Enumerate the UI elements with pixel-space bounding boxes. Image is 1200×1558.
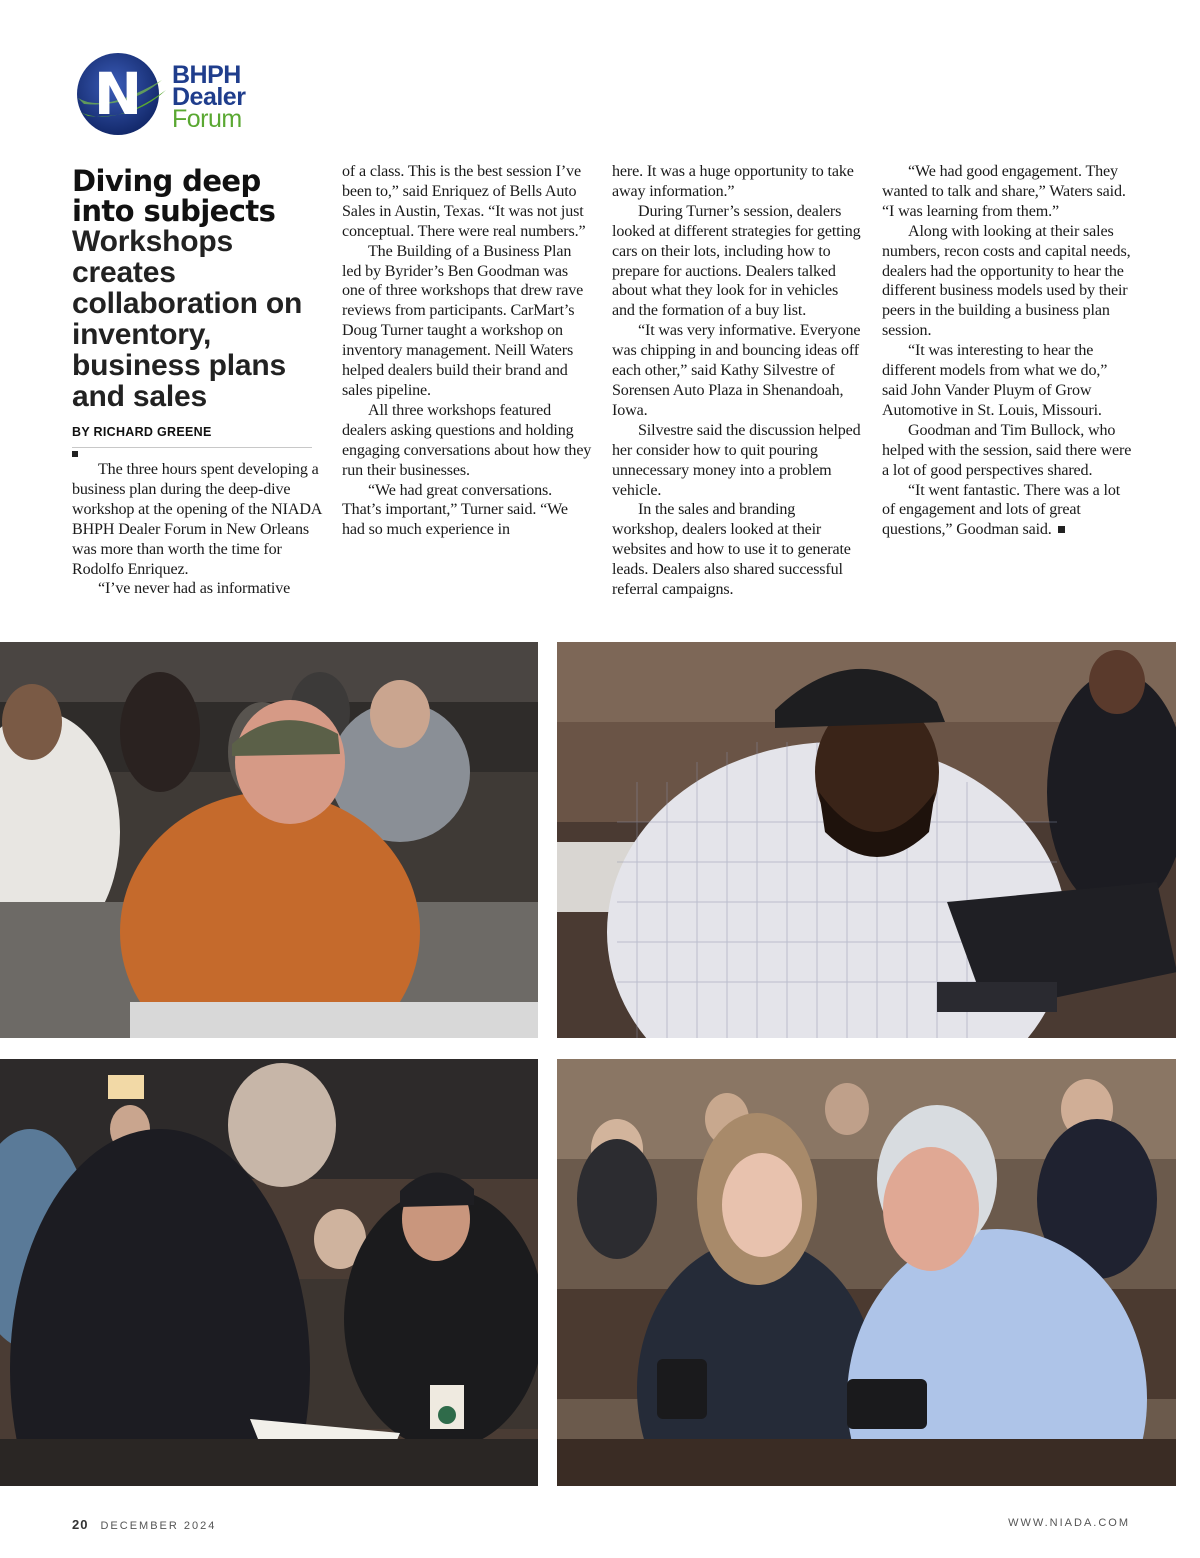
paragraph: Silvestre said the discussion helped her consider how to quit pouring unnecessary money into a problem vehicle.: [612, 421, 861, 499]
page-footer-left: [72, 1517, 216, 1532]
article-column-4: [882, 162, 1132, 540]
paragraph: “We had good engagement. They wanted to talk and share,” Waters said. “I was learning from them.”: [882, 163, 1126, 220]
paragraph: During Turner’s session, dealers looked at different strategies for getting cars on their lots, including how to prepare for auctions. Dealers talked about what they look for in vehicles and the formation of a buy list.: [612, 202, 861, 320]
section-marker-icon: [72, 451, 78, 457]
photo-workshop-phone-review: [557, 1059, 1176, 1486]
svg-text:N: N: [93, 60, 143, 128]
paragraph: Along with looking at their sales numbers, recon costs and capital needs, dealers had the opportunity to hear the different business models used by their peers in the building a business plan session.: [882, 222, 1131, 340]
paragraph: All three workshops featured dealers asking questions and holding engaging conversations about how they run their businesses.: [342, 401, 592, 479]
paragraph: here. It was a huge opportunity to take away information.”: [612, 163, 854, 200]
article-title: Diving deep into subjects: [72, 164, 276, 228]
article-column-1: [72, 460, 322, 599]
website-url: WWW.NIADA.COM: [1008, 1517, 1130, 1529]
byline: BY RICHARD GREENE: [72, 425, 212, 439]
paragraph: “It went fantastic. There was a lot of engagement and lots of great questions,” Goodman said.: [882, 481, 1121, 539]
paragraph: The three hours spent developing a business plan during the deep-dive workshop at the opening of the NIADA BHPH Dealer Forum in New Orleans was more than worth the time for Rodolfo Enriquez.: [72, 461, 322, 578]
paragraph: The Building of a Business Plan led by Byrider’s Ben Goodman was one of three workshops that drew rave reviews from participants. CarMart’s Doug Turner taught a workshop on inventory management. Neill Waters helped dealers build their brand and sales pipeline.: [342, 242, 584, 399]
byline-divider: [72, 447, 312, 448]
logo-line-forum: Forum: [172, 105, 242, 133]
bhph-dealer-forum-logo: [74, 50, 274, 140]
article-subtitle: Workshops creates collaboration on inventory, business plans and sales: [72, 225, 303, 413]
end-mark-icon: [1058, 526, 1065, 533]
issue-date: DECEMBER 2024: [100, 1520, 217, 1532]
photo-workshop-checkered-shirt: [557, 642, 1176, 1038]
logo-line-dealer: Dealer: [172, 83, 246, 111]
paragraph: “It was interesting to hear the different models from what we do,” said John Vander Pluym of Grow Automotive in St. Louis, Missouri.: [882, 342, 1108, 419]
paragraph: “It was very informative. Everyone was chipping in and bouncing ideas off each other,” said Kathy Silvestre of Sorensen Auto Plaza in Shenandoah, Iowa.: [612, 322, 861, 419]
logo-line-bhph: BHPH: [172, 61, 241, 89]
paragraph: In the sales and branding workshop, dealers looked at their websites and how to use it to generate leads. Dealers also shared successful referral campaigns.: [612, 501, 851, 599]
paragraph: “We had great conversations. That’s important,” Turner said. “We had so much experience in: [342, 481, 568, 539]
article-column-3: [612, 162, 862, 600]
paragraph: Goodman and Tim Bullock, who helped with the session, said there were a lot of good perspectives shared.: [882, 421, 1132, 479]
article-column-2: [342, 162, 592, 540]
headline-block: [72, 166, 322, 457]
niada-n-logo-icon: [74, 50, 170, 140]
photo-workshop-orange-shirt: [0, 642, 538, 1038]
paragraph: “I’ve never had as informative: [98, 580, 291, 598]
page-number: 20: [72, 1517, 89, 1532]
paragraph: of a class. This is the best session I’ve been to,” said Enriquez of Bells Auto Sales in Austin, Texas. “It was not just conceptual. There were real numbers.”: [342, 163, 586, 240]
photo-workshop-dark-suit: [0, 1059, 538, 1486]
page-footer-right: [1008, 1517, 1130, 1529]
